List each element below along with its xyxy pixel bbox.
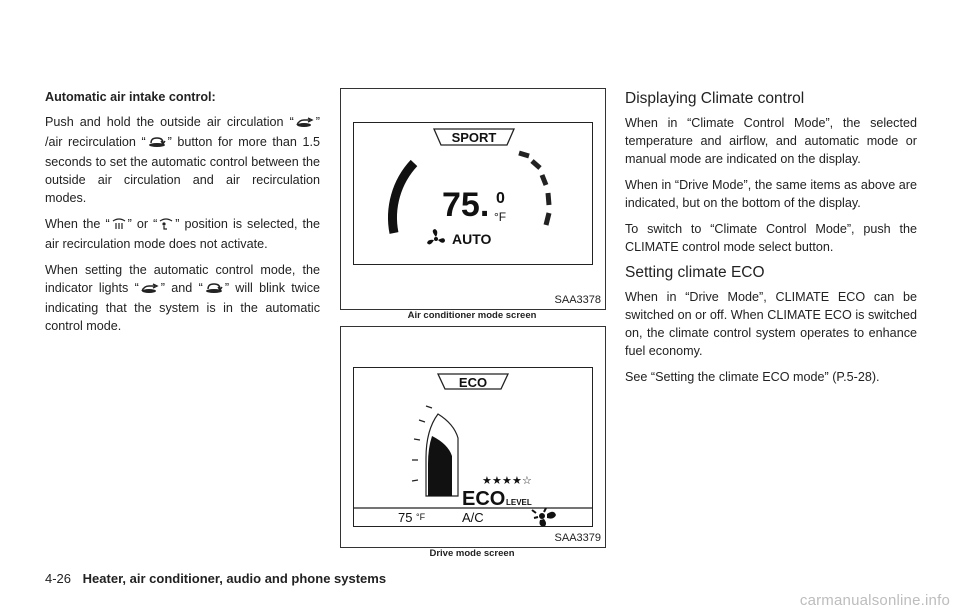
defrost-icon bbox=[111, 217, 127, 235]
figure-code: SAA3378 bbox=[554, 294, 601, 306]
svg-text:☆: ☆ bbox=[522, 474, 532, 487]
recirculation-icon bbox=[204, 281, 224, 299]
figure-air-conditioner-mode bbox=[340, 88, 606, 310]
gauge-segment bbox=[542, 175, 546, 185]
section-heading-air-intake: Automatic air intake control: bbox=[45, 90, 216, 104]
watermark: carmanualsonline.info bbox=[799, 592, 950, 609]
fan-speed-icon bbox=[532, 508, 556, 526]
paragraph-push-and-hold bbox=[45, 113, 320, 207]
temperature-value: 75. bbox=[442, 186, 490, 224]
display-screen bbox=[353, 122, 593, 265]
temperature-decimal: 0 bbox=[496, 190, 505, 207]
gauge-segment bbox=[532, 161, 540, 168]
auto-label: AUTO bbox=[452, 231, 492, 247]
figure-code: SAA3379 bbox=[554, 532, 601, 544]
text-segment: ” or “ bbox=[127, 217, 158, 231]
eco-rating-stars bbox=[482, 474, 532, 487]
left-column bbox=[45, 86, 320, 343]
text-segment: ” /air recirculation “ bbox=[45, 115, 320, 149]
text-segment: When the “ bbox=[45, 217, 110, 231]
outside-air-icon bbox=[295, 115, 315, 133]
paragraph-climate-eco: When in “Drive Mode”, CLIMATE ECO can be switched on or off. When CLIMATE ECO is switched on, the climate control system operates to enhance fuel economy. bbox=[625, 290, 917, 358]
text-segment: Push and hold the outside air circulation “ bbox=[45, 115, 294, 129]
foot-defrost-icon bbox=[158, 217, 174, 235]
paragraph-switch: To switch to “Climate Control Mode”, push the CLIMATE control mode select button. bbox=[625, 222, 917, 254]
text-segment: ” will blink twice indicating that the system is in the automatic control mode. bbox=[45, 281, 320, 333]
mode-label: SPORT bbox=[451, 130, 497, 145]
right-column bbox=[625, 86, 917, 394]
display-screen bbox=[353, 367, 593, 527]
bottom-temperature-unit: °F bbox=[416, 512, 426, 522]
paragraph-drive-mode: When in “Drive Mode”, the same items as above are indicated, but on the bottom of the display. bbox=[625, 178, 917, 210]
gauge-segment bbox=[519, 153, 529, 156]
gauge-segment bbox=[548, 193, 549, 205]
fan-icon bbox=[427, 229, 445, 244]
paragraph-automatic-control bbox=[45, 261, 320, 335]
text-segment: ” button for more than 1.5 seconds to set the automatic control between the outside air circulation and air recirculation modes. bbox=[45, 135, 320, 205]
footer-section-title: Heater, air conditioner, audio and phone systems bbox=[82, 571, 387, 586]
svg-text:★: ★ bbox=[512, 474, 522, 487]
eco-text: ECO bbox=[462, 488, 506, 510]
section-title-displaying-climate: Displaying Climate control bbox=[625, 90, 805, 107]
outside-air-icon bbox=[140, 281, 160, 299]
svg-text:★: ★ bbox=[492, 474, 502, 487]
svg-text:★: ★ bbox=[482, 474, 492, 487]
display-graphic bbox=[354, 123, 592, 264]
paragraph-climate-mode: When in “Climate Control Mode”, the selected temperature and airflow, and automatic mode or manual mode are indicated on the display. bbox=[625, 116, 917, 166]
gauge-segment bbox=[546, 213, 549, 225]
text-segment: ” and “ bbox=[160, 281, 203, 295]
page-number: 4-26 bbox=[45, 571, 72, 586]
recirculation-icon bbox=[147, 135, 167, 153]
page-footer bbox=[45, 571, 386, 586]
fan-arc-filled bbox=[392, 163, 414, 233]
figure-caption: Drive mode screen bbox=[429, 548, 515, 559]
text-segment: ” position is selected, the air recirculation mode does not activate. bbox=[45, 217, 320, 251]
display-graphic bbox=[354, 368, 592, 526]
eco-level-text: LEVEL bbox=[506, 498, 532, 507]
temperature-unit: °F bbox=[494, 210, 507, 224]
paragraph-when-selected bbox=[45, 215, 320, 253]
svg-text:★: ★ bbox=[502, 474, 512, 487]
figure-drive-mode bbox=[340, 326, 606, 548]
bottom-temperature: 75 bbox=[398, 510, 413, 525]
figure-caption: Air conditioner mode screen bbox=[407, 310, 537, 321]
ac-label: A/C bbox=[462, 510, 484, 525]
section-title-climate-eco: Setting climate ECO bbox=[625, 264, 765, 281]
text-segment: When setting the automatic control mode, the indicator lights “ bbox=[45, 263, 320, 295]
paragraph-see-reference: See “Setting the climate ECO mode” (P.5-28). bbox=[625, 370, 880, 384]
mode-label: ECO bbox=[458, 375, 488, 390]
